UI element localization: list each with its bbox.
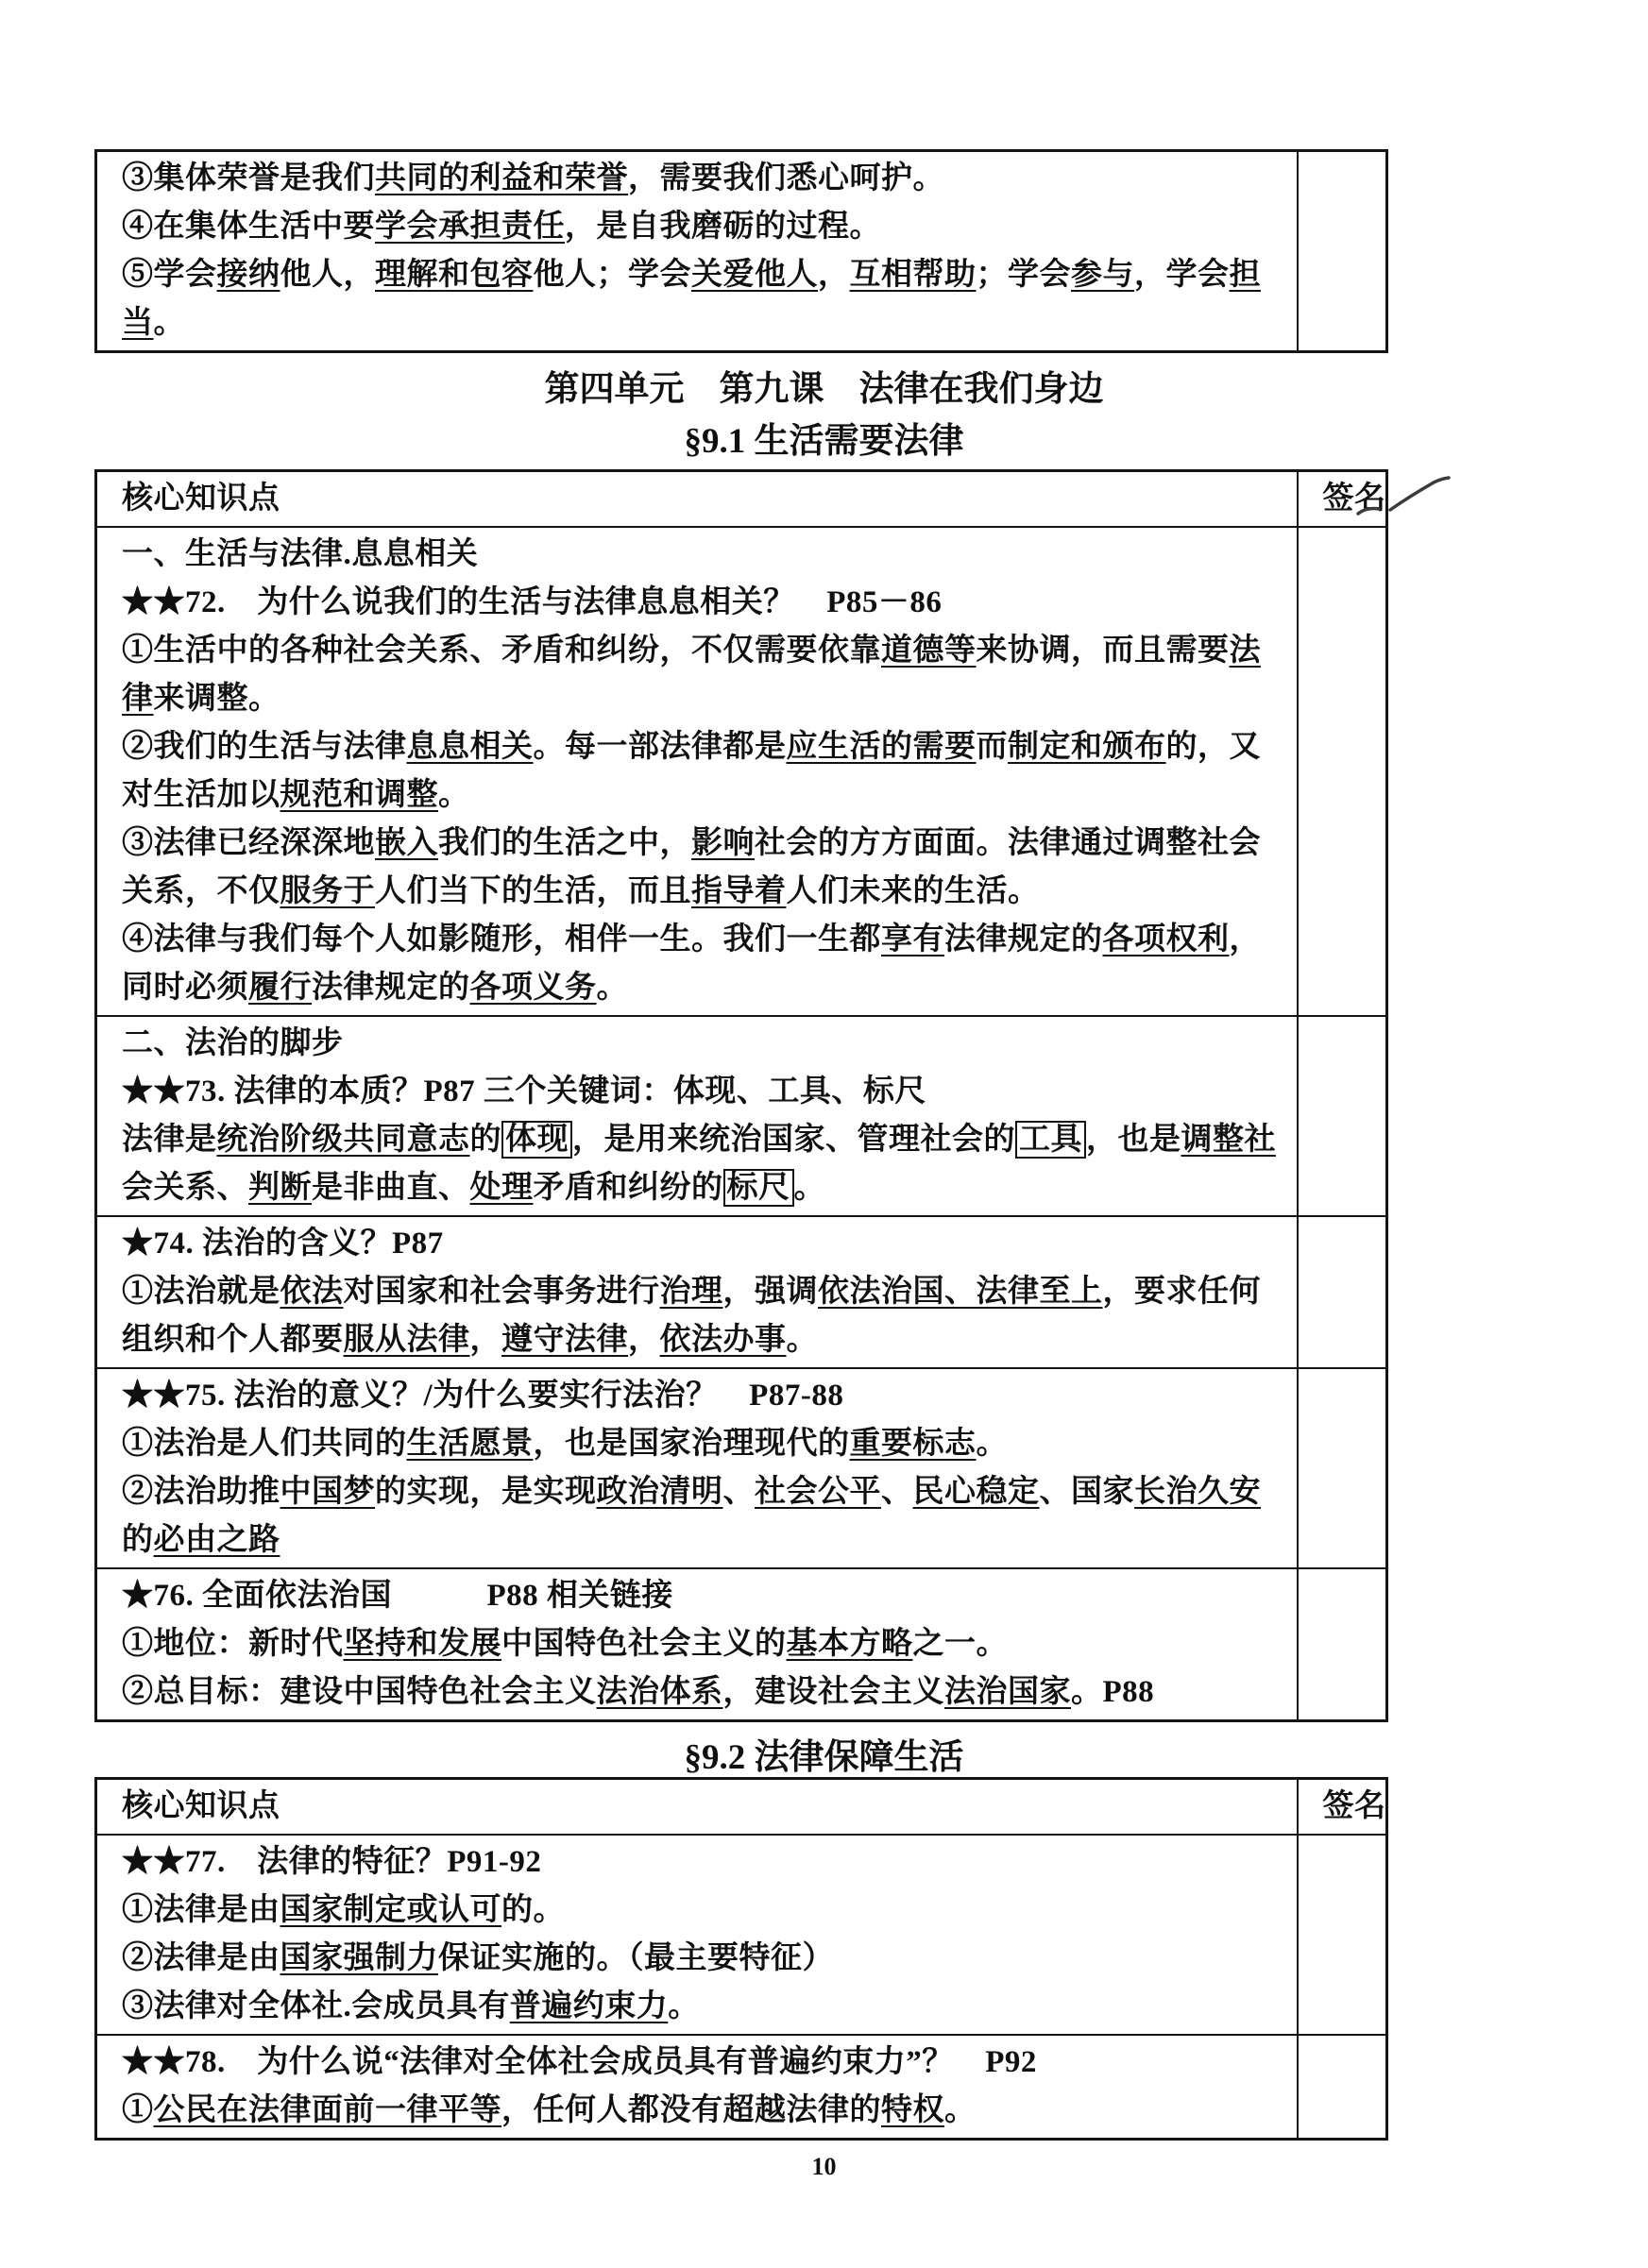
text-line bbox=[122, 1420, 1289, 1468]
text-segment: 。 bbox=[438, 778, 470, 812]
text-segment: 我们的生活之中， bbox=[438, 826, 691, 860]
knowledge-point-row bbox=[96, 1835, 1387, 2035]
underlined-text: 社会公平 bbox=[755, 1475, 881, 1509]
text-line bbox=[122, 1887, 1289, 1935]
text-segment: ，是用来统治国家、管理社会的 bbox=[572, 1123, 1015, 1157]
underlined-text: 基本方略 bbox=[786, 1627, 913, 1661]
text-segment: 他人， bbox=[280, 258, 375, 292]
text-segment: ，需要我们悉心呵护。 bbox=[628, 161, 944, 195]
text-segment: ③法律对全体社.会成员具有 bbox=[122, 1989, 510, 2023]
text-line bbox=[122, 251, 1289, 299]
text-segment: ， bbox=[818, 258, 850, 292]
underlined-text: 当 bbox=[122, 306, 154, 340]
underlined-text: 政治清明 bbox=[596, 1475, 723, 1509]
column-header-label: 核心知识点 bbox=[122, 1789, 280, 1823]
text-line bbox=[122, 1268, 1289, 1316]
text-segment: ，任何人都没有超越法律的 bbox=[501, 2093, 881, 2127]
underlined-text: 道德等 bbox=[881, 634, 977, 668]
underlined-text: 息息相关 bbox=[406, 730, 534, 764]
underlined-text: 各项权利 bbox=[1102, 922, 1230, 956]
underlined-text: 影响 bbox=[691, 826, 755, 860]
boxed-keyword: 标尺 bbox=[723, 1169, 794, 1207]
text-segment: 而 bbox=[976, 730, 1008, 764]
knowledge-point-row bbox=[96, 1368, 1387, 1568]
text-segment: ★★75. 法治的意义？/为什么要实行法治？ P87-88 bbox=[122, 1379, 844, 1413]
text-segment: ，学会 bbox=[1134, 258, 1230, 292]
underlined-text: 重要标志 bbox=[849, 1427, 977, 1461]
text-segment: ，也是国家治理现代的 bbox=[533, 1427, 850, 1461]
knowledge-cell bbox=[96, 1835, 1298, 2035]
underlined-text: 判断 bbox=[248, 1171, 312, 1205]
text-segment: 。 bbox=[668, 1989, 700, 2023]
text-segment: 一、生活与法律.息息相关 bbox=[122, 537, 479, 571]
underlined-text: 法治体系 bbox=[596, 1675, 723, 1709]
section-title-9-1: §9.1 生活需要法律 bbox=[684, 422, 964, 461]
column-header-label: 签名 bbox=[1322, 1789, 1386, 1823]
text-segment: ，建设社会主义 bbox=[722, 1675, 944, 1709]
text-segment: ，强调 bbox=[722, 1275, 818, 1309]
text-segment: 。 bbox=[793, 1171, 825, 1205]
text-segment: ②法治助推 bbox=[122, 1475, 280, 1509]
text-segment: ，要求任何 bbox=[1102, 1275, 1261, 1309]
unit-title: 第四单元 第九课 法律在我们身边 bbox=[544, 370, 1104, 409]
underlined-text: 参与 bbox=[1071, 258, 1134, 292]
signature-cell bbox=[1298, 1568, 1387, 1721]
text-segment: 。P88 bbox=[1071, 1675, 1155, 1709]
text-line bbox=[122, 964, 1289, 1012]
underlined-text: 处理 bbox=[469, 1171, 534, 1205]
text-line bbox=[122, 1572, 1289, 1620]
text-segment: 人们当下的生活，而且 bbox=[375, 874, 691, 908]
text-segment: 对国家和社会事务进行 bbox=[343, 1275, 660, 1309]
text-segment: 他人；学会 bbox=[533, 258, 691, 292]
text-line bbox=[122, 1164, 1289, 1212]
underlined-text: 依法 bbox=[280, 1275, 344, 1309]
text-segment: 。 bbox=[153, 306, 185, 340]
text-segment: ②法律是由 bbox=[122, 1941, 280, 1975]
underlined-text: 享有 bbox=[881, 922, 944, 956]
text-line bbox=[122, 1068, 1289, 1116]
signature-cell bbox=[1298, 1016, 1387, 1216]
knowledge-cell bbox=[96, 1016, 1298, 1216]
text-segment: ①法律是由 bbox=[122, 1893, 280, 1927]
underlined-text: 治理 bbox=[659, 1275, 723, 1309]
page-number: 10 bbox=[811, 2153, 837, 2180]
carryover-table bbox=[94, 149, 1388, 353]
underlined-text: 统治阶级共同意志 bbox=[216, 1123, 470, 1157]
text-segment: 、国家 bbox=[1039, 1475, 1134, 1509]
text-segment: 关系，不仅 bbox=[122, 874, 280, 908]
core-table-9-1 bbox=[94, 469, 1388, 1722]
text-segment: 组织和个人都要 bbox=[122, 1323, 344, 1357]
text-segment: ，也是 bbox=[1086, 1123, 1181, 1157]
underlined-text: 互相帮助 bbox=[849, 258, 977, 292]
underlined-text: 理解和包容 bbox=[375, 258, 534, 292]
text-line bbox=[122, 1838, 1289, 1887]
text-segment: 二、法治的脚步 bbox=[122, 1026, 344, 1060]
text-line bbox=[122, 868, 1289, 916]
text-line bbox=[122, 579, 1289, 627]
text-line bbox=[122, 1220, 1289, 1268]
text-segment: 。 bbox=[786, 1323, 818, 1357]
text-segment: 来调整。 bbox=[153, 682, 280, 716]
column-header-label: 签名 bbox=[1322, 482, 1386, 516]
text-segment: 。每一部法律都是 bbox=[533, 730, 787, 764]
text-segment: 的 bbox=[122, 1523, 154, 1557]
text-segment: 、 bbox=[722, 1475, 755, 1509]
text-line bbox=[122, 531, 1289, 579]
signature-cell bbox=[1298, 527, 1387, 1016]
text-segment: ③法律已经深深地 bbox=[122, 826, 375, 860]
text-segment: 法律规定的 bbox=[312, 971, 470, 1005]
text-segment: ★76. 全面依法治国 P88 相关链接 bbox=[122, 1579, 673, 1613]
text-line bbox=[122, 1372, 1289, 1420]
underlined-text: 担 bbox=[1229, 258, 1261, 292]
underlined-text: 依法办事 bbox=[659, 1323, 787, 1357]
boxed-keyword: 体现 bbox=[501, 1121, 572, 1159]
text-segment: ★★78. 为什么说“法律对全体社会成员具有普遍约束力”？ P92 bbox=[122, 2045, 1037, 2079]
text-segment: 。 bbox=[944, 2093, 977, 2127]
text-line bbox=[122, 203, 1289, 251]
text-segment: ⑤学会 bbox=[122, 258, 217, 292]
underlined-text: 共同的利益和荣誉 bbox=[375, 161, 628, 195]
text-line bbox=[122, 1983, 1289, 2031]
underlined-text: 嵌入 bbox=[375, 826, 438, 860]
knowledge-cell bbox=[96, 527, 1298, 1016]
text-segment: 的，又 bbox=[1165, 730, 1261, 764]
text-segment: 之一。 bbox=[912, 1627, 1008, 1661]
underlined-text: 指导着 bbox=[691, 874, 787, 908]
text-segment: 会关系、 bbox=[122, 1171, 248, 1205]
text-segment: 保证实施的。（最主要特征） bbox=[438, 1941, 834, 1975]
knowledge-point-row bbox=[96, 1568, 1387, 1721]
text-segment: 社会的方方面面。法律通过调整社会 bbox=[755, 826, 1261, 860]
underlined-text: 服从法律 bbox=[343, 1323, 470, 1357]
knowledge-header-cell bbox=[96, 471, 1298, 528]
text-segment: 中国特色社会主义的 bbox=[501, 1627, 787, 1661]
handwritten-mark bbox=[1343, 470, 1466, 529]
text-segment: ， bbox=[1229, 922, 1261, 956]
underlined-text: 特权 bbox=[881, 2093, 944, 2127]
knowledge-point-row bbox=[96, 1016, 1387, 1216]
text-segment: 。 bbox=[976, 1427, 1008, 1461]
text-segment: ★★77. 法律的特征？P91-92 bbox=[122, 1845, 542, 1879]
text-segment: ；学会 bbox=[976, 258, 1071, 292]
text-segment: ★★72. 为什么说我们的生活与法律息息相关？ P85－86 bbox=[122, 585, 943, 619]
text-segment: 来协调，而且需要 bbox=[976, 634, 1230, 668]
text-line bbox=[122, 1020, 1289, 1068]
text-segment: ①法治是人们共同的 bbox=[122, 1427, 407, 1461]
table-header-row bbox=[96, 471, 1387, 528]
text-segment: 。 bbox=[596, 971, 628, 1005]
text-segment: ②我们的生活与法律 bbox=[122, 730, 407, 764]
text-line bbox=[122, 1935, 1289, 1983]
text-segment: 同时必须 bbox=[122, 971, 248, 1005]
text-line bbox=[122, 820, 1289, 868]
knowledge-cell bbox=[96, 1568, 1298, 1721]
knowledge-point-row bbox=[96, 527, 1387, 1016]
underlined-text: 生活愿景 bbox=[406, 1427, 534, 1461]
underlined-text: 普遍约束力 bbox=[509, 1989, 669, 2023]
text-segment: ④法律与我们每个人如影随形，相伴一生。我们一生都 bbox=[122, 922, 881, 956]
text-segment: ， bbox=[469, 1323, 501, 1357]
table-header-row bbox=[96, 1779, 1387, 1836]
knowledge-point-row bbox=[96, 1216, 1387, 1368]
text-segment: ③集体荣誉是我们 bbox=[122, 161, 375, 195]
underlined-text: 调整社 bbox=[1181, 1123, 1276, 1157]
section-title-9-2: §9.2 法律保障生活 bbox=[684, 1738, 964, 1777]
knowledge-cell bbox=[96, 2035, 1298, 2140]
text-line bbox=[122, 1316, 1289, 1364]
text-segment: ★74. 法治的含义？P87 bbox=[122, 1227, 444, 1261]
text-segment: 法律规定的 bbox=[944, 922, 1103, 956]
knowledge-cell bbox=[96, 1368, 1298, 1568]
text-line bbox=[122, 1468, 1289, 1516]
text-segment: ①法治就是 bbox=[122, 1275, 280, 1309]
underlined-text: 应生活的需要 bbox=[786, 730, 977, 764]
underlined-text: 遵守法律 bbox=[501, 1323, 628, 1357]
text-segment: ★★73. 法律的本质？P87 三个关键词：体现、工具、标尺 bbox=[122, 1075, 926, 1109]
signature-cell bbox=[1298, 1835, 1387, 2035]
knowledge-header-cell bbox=[96, 1779, 1298, 1836]
underlined-text: 法 bbox=[1229, 634, 1261, 668]
signature-cell bbox=[1298, 2035, 1387, 2140]
signature-cell bbox=[1298, 1216, 1387, 1368]
signature-cell bbox=[1298, 1368, 1387, 1568]
underlined-text: 规范和调整 bbox=[280, 778, 438, 812]
text-line bbox=[122, 627, 1289, 675]
text-line bbox=[122, 771, 1289, 820]
text-segment: 的 bbox=[469, 1123, 501, 1157]
text-segment: ，是自我磨砺的过程。 bbox=[565, 210, 881, 244]
text-line bbox=[122, 1516, 1289, 1565]
text-line bbox=[122, 1620, 1289, 1668]
text-segment: 的。 bbox=[501, 1893, 565, 1927]
underlined-text: 国家制定或认可 bbox=[280, 1893, 501, 1927]
text-segment: 对生活加以 bbox=[122, 778, 280, 812]
underlined-text: 坚持和发展 bbox=[343, 1627, 501, 1661]
underlined-text: 中国梦 bbox=[280, 1475, 375, 1509]
text-line bbox=[122, 2039, 1289, 2087]
underlined-text: 公民在法律面前一律平等 bbox=[153, 2093, 501, 2127]
underlined-text: 关爱他人 bbox=[691, 258, 818, 292]
text-line bbox=[122, 1668, 1289, 1717]
underlined-text: 法治国家 bbox=[944, 1675, 1071, 1709]
text-segment: 的实现，是实现 bbox=[375, 1475, 597, 1509]
text-segment: ① bbox=[122, 2093, 154, 2127]
underlined-text: 依法治国、法律至上 bbox=[818, 1275, 1103, 1309]
text-line bbox=[122, 299, 1289, 347]
text-segment: ， bbox=[628, 1323, 660, 1357]
underlined-text: 长治久安 bbox=[1134, 1475, 1261, 1509]
column-header-label: 核心知识点 bbox=[122, 482, 280, 516]
text-segment: ①生活中的各种社会关系、矛盾和纠纷，不仅需要依靠 bbox=[122, 634, 881, 668]
text-segment: ②总目标：建设中国特色社会主义 bbox=[122, 1675, 597, 1709]
text-segment: ④在集体生活中要 bbox=[122, 210, 375, 244]
underlined-text: 服务于 bbox=[280, 874, 375, 908]
signature-cell bbox=[1298, 151, 1387, 352]
text-segment: 是非曲直、 bbox=[312, 1171, 470, 1205]
knowledge-point-row bbox=[96, 2035, 1387, 2140]
underlined-text: 各项义务 bbox=[469, 971, 597, 1005]
underlined-text: 制定和颁布 bbox=[1008, 730, 1166, 764]
text-segment: 矛盾和纠纷的 bbox=[533, 1171, 723, 1205]
text-segment: 法律是 bbox=[122, 1123, 217, 1157]
text-segment: 、 bbox=[881, 1475, 913, 1509]
text-line bbox=[122, 1116, 1289, 1164]
underlined-text: 接纳 bbox=[216, 258, 280, 292]
text-line bbox=[122, 916, 1289, 964]
underlined-text: 学会承担责任 bbox=[375, 210, 565, 244]
underlined-text: 民心稳定 bbox=[912, 1475, 1040, 1509]
underlined-text: 国家强制力 bbox=[280, 1941, 438, 1975]
signature-header-cell bbox=[1298, 1779, 1387, 1836]
table-row bbox=[96, 151, 1387, 352]
core-table-9-2 bbox=[94, 1777, 1388, 2141]
underlined-text: 律 bbox=[122, 682, 154, 716]
underlined-text: 履行 bbox=[248, 971, 312, 1005]
text-segment: ①地位：新时代 bbox=[122, 1627, 344, 1661]
knowledge-cell bbox=[96, 151, 1298, 352]
text-segment: 人们未来的生活。 bbox=[786, 874, 1040, 908]
text-line bbox=[122, 723, 1289, 771]
boxed-keyword: 工具 bbox=[1015, 1121, 1086, 1159]
knowledge-cell bbox=[96, 1216, 1298, 1368]
text-line bbox=[122, 2087, 1289, 2135]
underlined-text: 必由之路 bbox=[153, 1523, 280, 1557]
text-line bbox=[122, 155, 1289, 203]
text-line bbox=[122, 675, 1289, 723]
